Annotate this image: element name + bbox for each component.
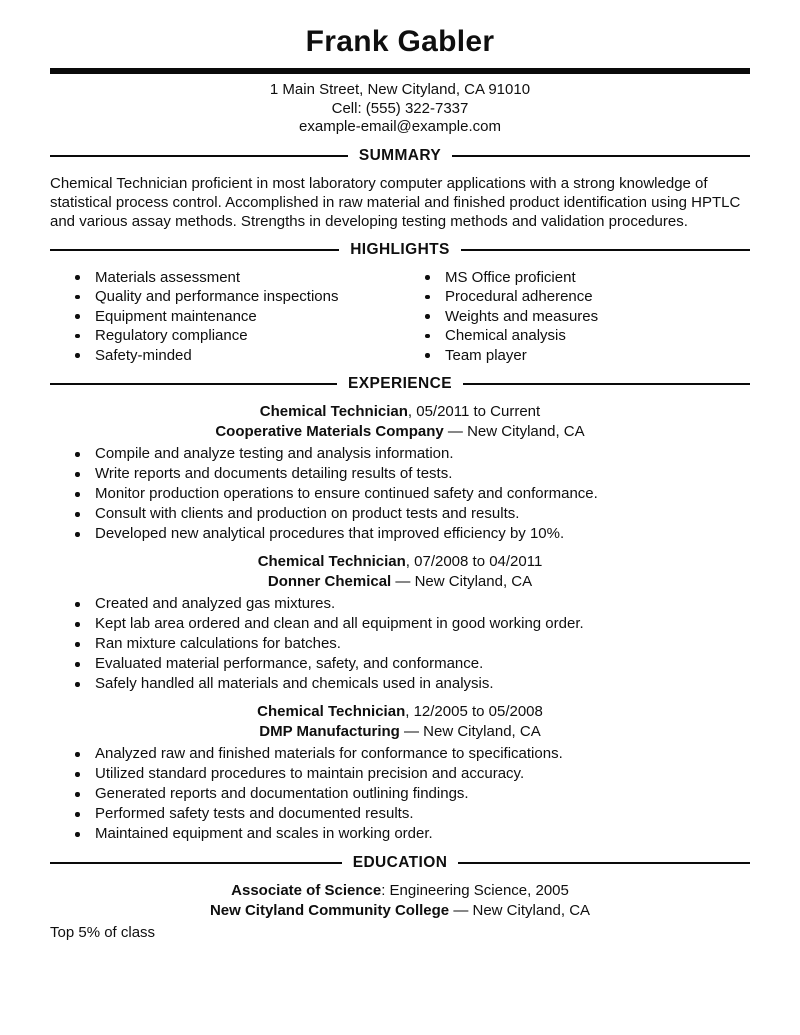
resume-name: Frank Gabler: [305, 25, 495, 58]
section-rule-right: [452, 155, 750, 157]
section-title-highlights: HIGHLIGHTS: [350, 240, 450, 258]
job-bullet: Developed new analytical procedures that improved efficiency by 10%.: [50, 524, 750, 544]
highlight-item: Procedural adherence: [400, 287, 750, 307]
highlights-list-right: [400, 268, 750, 366]
section-header-highlights: [50, 240, 750, 260]
job-title-line: [50, 402, 750, 422]
job-bullet: Created and analyzed gas mixtures.: [50, 594, 750, 614]
section-rule-left: [50, 862, 342, 864]
job-bullet: Maintained equipment and scales in working order.: [50, 824, 750, 844]
job-dates: , 12/2005 to 05/2008: [405, 703, 543, 721]
job-company: Donner Chemical: [267, 573, 392, 591]
job-bullet-list: [50, 594, 750, 694]
section-header-experience: [50, 374, 750, 394]
highlight-item: Safety-minded: [50, 346, 400, 366]
job-bullet: Monitor production operations to ensure continued safety and conformance.: [50, 484, 750, 504]
job-entry-2: [50, 552, 750, 694]
section-title-summary: SUMMARY: [358, 146, 442, 164]
section-rule-left: [50, 249, 339, 251]
em-dash: —: [447, 423, 463, 441]
section-rule-right: [461, 249, 750, 251]
job-entry-3: [50, 702, 750, 844]
education-location: New Cityland, CA: [472, 902, 591, 920]
highlights-columns: [50, 268, 750, 366]
highlight-item: Equipment maintenance: [50, 307, 400, 327]
job-location: New Cityland, CA: [414, 573, 533, 591]
job-title: Chemical Technician: [257, 703, 406, 721]
em-dash: —: [404, 723, 419, 741]
job-bullet-list: [50, 744, 750, 844]
job-bullet: Evaluated material performance, safety, and conformance.: [50, 654, 750, 674]
job-dates: , 05/2011 to Current: [407, 403, 541, 421]
job-bullet: Analyzed raw and finished materials for conformance to specifications.: [50, 744, 750, 764]
section-rule-left: [50, 155, 348, 157]
job-bullet: Generated reports and documentation outlining findings.: [50, 784, 750, 804]
job-bullet: Safely handled all materials and chemicals used in analysis.: [50, 674, 750, 694]
contact-email: example-email@example.com: [299, 118, 501, 135]
highlight-item: Quality and performance inspections: [50, 287, 400, 307]
highlight-item: Team player: [400, 346, 750, 366]
job-title-line: [50, 552, 750, 572]
highlight-item: Weights and measures: [400, 307, 750, 327]
job-company: DMP Manufacturing: [259, 723, 400, 741]
highlight-item: Chemical analysis: [400, 326, 750, 346]
summary-paragraph: Chemical Technician proficient in most laboratory computer applications with a strong knowledge of statistical process control. Accomplished in raw material and finished product identification using HPTLC and various assay methods. Strengths in developing testing methods and validation procedures.: [50, 174, 741, 230]
job-title: Chemical Technician: [259, 403, 408, 421]
job-location: New Cityland, CA: [423, 723, 541, 741]
job-bullet: Utilized standard procedures to maintain precision and accuracy.: [50, 764, 750, 784]
section-rule-left: [50, 383, 337, 385]
education-note: Top 5% of class: [50, 924, 156, 942]
em-dash: —: [453, 902, 469, 920]
job-title: Chemical Technician: [257, 553, 406, 571]
job-dates: , 07/2008 to 04/2011: [405, 553, 543, 571]
education-college: New Cityland Community College: [209, 902, 450, 920]
job-company: Cooperative Materials Company: [215, 423, 444, 441]
education-degree: Associate of Science: [231, 882, 382, 900]
section-header-summary: [50, 146, 750, 166]
highlights-list-left: [50, 268, 400, 366]
section-rule-right: [458, 862, 750, 864]
contact-address: 1 Main Street, New Cityland, CA 91010: [269, 81, 531, 98]
contact-block: [50, 81, 750, 137]
highlight-item: MS Office proficient: [400, 268, 750, 288]
highlight-item: Materials assessment: [50, 268, 400, 288]
education-degree-detail: : Engineering Science, 2005: [381, 882, 569, 900]
education-college-line: [50, 901, 750, 921]
section-rule-right: [463, 383, 750, 385]
em-dash: —: [395, 573, 411, 591]
section-title-experience: EXPERIENCE: [348, 375, 452, 393]
job-company-line: [50, 422, 750, 442]
header-double-rule: [50, 68, 750, 74]
section-header-education: [50, 853, 750, 873]
job-bullet: Kept lab area ordered and clean and all equipment in good working order.: [50, 614, 750, 634]
job-bullet-list: [50, 444, 750, 544]
section-title-education: EDUCATION: [352, 854, 448, 872]
highlight-item: Regulatory compliance: [50, 326, 400, 346]
job-company-line: [50, 722, 750, 742]
job-bullet: Consult with clients and production on product tests and results.: [50, 504, 750, 524]
job-bullet: Write reports and documents detailing results of tests.: [50, 464, 750, 484]
job-title-line: [50, 702, 750, 722]
job-location: New Cityland, CA: [467, 423, 585, 441]
contact-cell: Cell: (555) 322-7337: [331, 99, 469, 117]
job-bullet: Performed safety tests and documented results.: [50, 804, 750, 824]
job-bullet: Compile and analyze testing and analysis information.: [50, 444, 750, 464]
job-company-line: [50, 572, 750, 592]
education-degree-line: [50, 881, 750, 901]
job-bullet: Ran mixture calculations for batches.: [50, 634, 750, 654]
job-entry-1: [50, 402, 750, 544]
